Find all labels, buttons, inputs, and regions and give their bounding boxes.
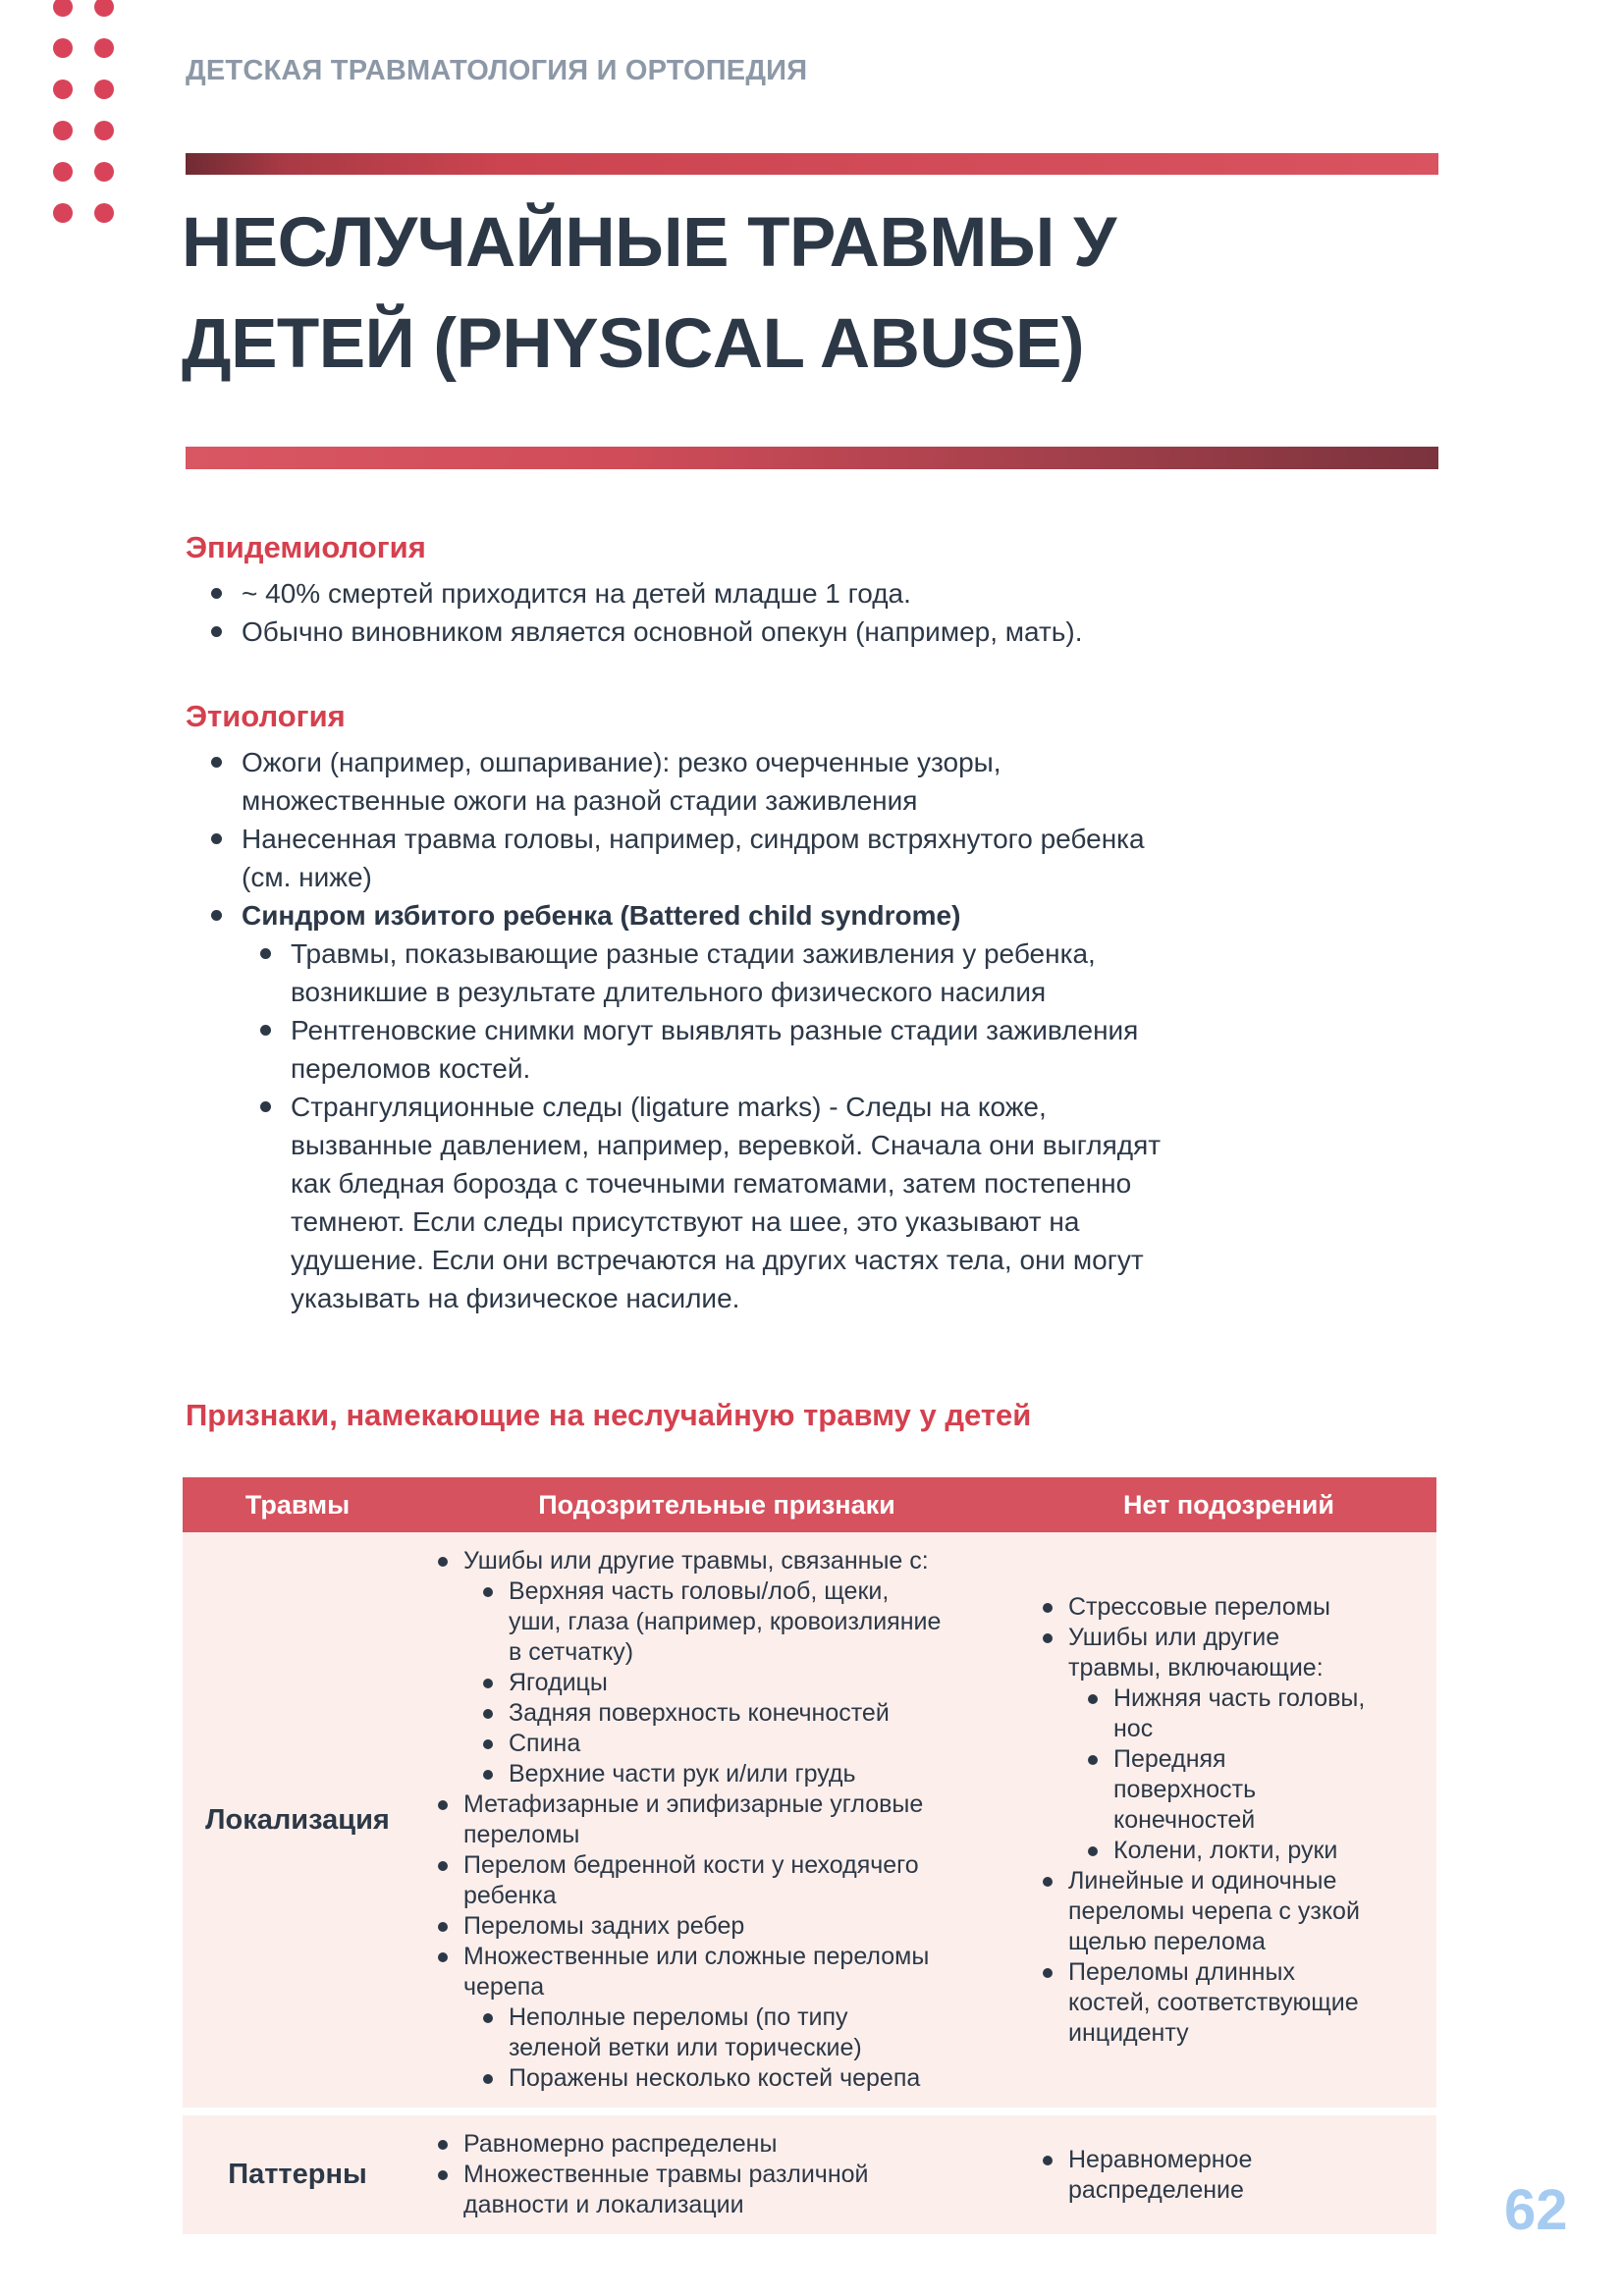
table-header-row [183,1477,1436,1532]
list-item: Равномерно распределены [436,2129,943,2160]
list-item: Ягодицы [481,1668,943,1698]
dot-icon [94,0,114,17]
cell-no-suspicion [1021,2115,1436,2234]
sublist [463,1576,943,1789]
dot-icon [53,121,73,140]
dot-icon [94,203,114,223]
list-item: Задняя поверхность конечностей [481,1698,943,1729]
list-item: Верхняя часть головы/лоб, щеки, уши, глаза (например, кровоизлияние в сетчатку) [481,1576,943,1668]
epidemiology-heading: Эпидемиология [186,530,426,564]
list-item: Обычно виновником является основной опекун (например, мать). [211,613,1177,651]
dot-icon [94,38,114,58]
list-item: Колени, локти, руки [1086,1836,1368,1866]
sublist [1068,1683,1368,1866]
list-item: Поражены несколько костей черепа [481,2063,943,2094]
chapter-eyebrow: ДЕТСКАЯ ТРАВМАТОЛОГИЯ И ОРТОПЕДИЯ [186,55,808,86]
list-item [436,1546,943,1789]
battered-child-label: Синдром избитого ребенка (Battered child syndrome) [242,900,961,931]
dot-icon [94,121,114,140]
page-title [182,192,1399,395]
col-header-injuries: Травмы [244,1489,351,1520]
list-item: Перелом бедренной кости у неходячего ребенка [436,1850,943,1911]
dot-icon [53,80,73,99]
table-row-patterns [183,2115,1436,2234]
suspicious-list [436,1546,943,2094]
epidemiology-list [186,574,1177,651]
cell-suspicious-signs [412,2115,1021,2234]
list-item: Переломы задних ребер [436,1911,943,1942]
list-item-battered-child [211,896,1177,1317]
list-item: Странгуляционные следы (ligature marks) - Следы на коже, вызванные давлением, например, веревкой. Сначала они выглядят как бледная борозда с точечными гематомами, затем постепенно темнеют. Если следы присутствуют на шее, это указывают на удушение. Если они встречаются на других частях тела, они могут указывать на физическое насилие. [260,1088,1177,1317]
cell-no-suspicion [1021,1532,1436,2108]
list-item-text: Ушибы или другие травмы, связанные с: [463,1547,929,1575]
battered-child-sublist [242,934,1177,1317]
list-item: Нижняя часть головы, нос [1086,1683,1368,1744]
list-item-text: Ушибы или другие травмы, включающие: [1068,1623,1324,1682]
sublist [463,2002,943,2094]
col-header-suspicious-signs: Подозрительные признаки [538,1489,895,1520]
list-item: Рентгеновские снимки могут выявлять разные стадии заживления переломов костей. [260,1011,1177,1088]
page-number: 62 [1504,2178,1568,2242]
list-item: Линейные и одиночные переломы черепа с узкой щелью перелома [1041,1866,1368,1957]
list-item: Метафизарные и эпифизарные угловые переломы [436,1789,943,1850]
no-suspicion-list [1041,2145,1368,2206]
list-item: Верхние части рук и/или грудь [481,1759,943,1789]
dot-icon [53,162,73,182]
title-line-2: ДЕТЕЙ (PHYSICAL ABUSE) [182,305,1085,383]
col-header-no-suspicion: Нет подозрений [1122,1489,1335,1520]
list-item: Нанесенная травма головы, например, синдром встряхнутого ребенка (см. ниже) [211,820,1177,896]
list-item: Ожоги (например, ошпаривание): резко очерченные узоры, множественные ожоги на разной стадии заживления [211,743,1177,820]
dot-icon [94,80,114,99]
list-item: Неравномерное распределение [1041,2145,1368,2206]
cell-suspicious-signs [412,1532,1021,2108]
top-rule [186,153,1438,175]
list-item-text: Множественные или сложные переломы черепа [463,1943,930,2001]
list-item: Стрессовые переломы [1041,1592,1368,1623]
dot-icon [53,0,73,17]
dot-icon [94,162,114,182]
list-item: Неполные переломы (по типу зеленой ветки или торические) [481,2002,943,2063]
list-item: Переломы длинных костей, соответствующие инциденту [1041,1957,1368,2049]
list-item: Множественные травмы различной давности и локализации [436,2160,943,2220]
table-row-localization [183,1532,1436,2108]
section-epidemiology [186,530,1177,651]
signs-table-heading: Признаки, намекающие на неслучайную травму у детей [186,1398,1032,1432]
row-label: Паттерны [228,2159,367,2190]
dot-icon [53,38,73,58]
list-item [1041,1623,1368,1866]
dot-icon [53,203,73,223]
bottom-rule [186,447,1438,469]
list-item: Травмы, показывающие разные стадии заживления у ребенка, возникшие в результате длительного физического насилия [260,934,1177,1011]
list-item: Спина [481,1729,943,1759]
list-item: Передняя поверхность конечностей [1086,1744,1368,1836]
suspicious-list [436,2129,943,2220]
title-line-1: НЕСЛУЧАЙНЫЕ ТРАВМЫ У [182,204,1116,282]
signs-table [183,1477,1436,2234]
etiology-list [186,743,1177,1317]
etiology-heading: Этиология [186,699,346,733]
list-item: ~ 40% смертей приходится на детей младше 1 года. [211,574,1177,613]
no-suspicion-list [1041,1592,1368,2049]
row-label: Локализация [205,1803,390,1836]
list-item [436,1942,943,2094]
logo-dots [53,0,114,223]
section-etiology [186,699,1177,1317]
